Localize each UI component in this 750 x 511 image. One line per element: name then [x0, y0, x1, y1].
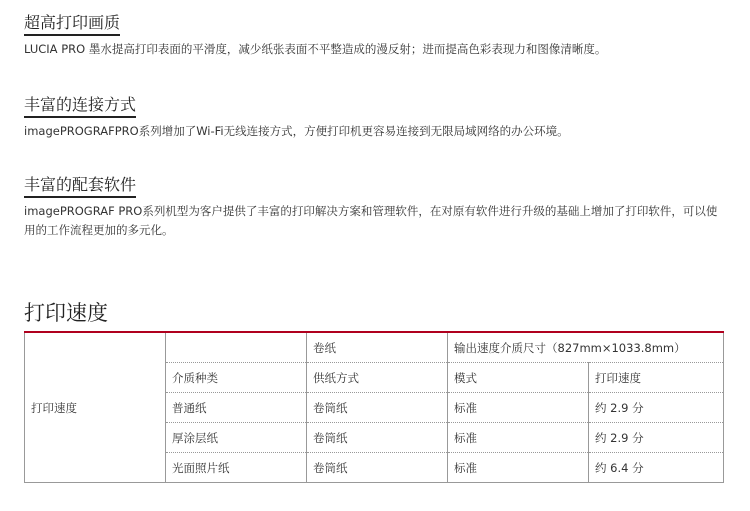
column-header-print-speed: 打印速度 — [589, 363, 724, 393]
column-header-feed-method: 供纸方式 — [307, 363, 448, 393]
column-header-media-type: 介质种类 — [166, 363, 307, 393]
table-cell: 标准 — [448, 393, 589, 423]
table-cell: 卷筒纸 — [307, 423, 448, 453]
feature-software — [24, 174, 724, 240]
table-cell-empty — [166, 332, 307, 363]
table-cell-output-speed-header: 输出速度介质尺寸（827mm×1033.8mm） — [448, 332, 724, 363]
feature-title: 超高打印画质 — [24, 12, 120, 36]
table-cell: 普通纸 — [166, 393, 307, 423]
feature-title: 丰富的配套软件 — [24, 174, 136, 198]
row-header-print-speed: 打印速度 — [25, 332, 166, 483]
table-cell: 标准 — [448, 423, 589, 453]
table-cell: 厚涂层纸 — [166, 423, 307, 453]
print-speed-table — [24, 331, 724, 483]
table-cell-roll-paper: 卷纸 — [307, 332, 448, 363]
feature-description: imagePROGRAFPRO系列增加了Wi-Fi无线连接方式，方便打印机更容易连接到无限局域网络的办公环境。 — [24, 124, 569, 138]
column-header-mode: 模式 — [448, 363, 589, 393]
feature-print-quality — [24, 12, 724, 59]
feature-connectivity — [24, 94, 724, 141]
feature-description: imagePROGRAF PRO系列机型为客户提供了丰富的打印解决方案和管理软件，在对原有软件进行升级的基础上增加了打印软件，可以使用的工作流程更加的多元化。 — [24, 204, 718, 237]
table-cell: 卷筒纸 — [307, 393, 448, 423]
table-row — [25, 332, 724, 363]
table-cell: 标准 — [448, 453, 589, 483]
table-cell: 卷筒纸 — [307, 453, 448, 483]
table-cell: 约 2.9 分 — [589, 393, 724, 423]
feature-description: LUCIA PRO 墨水提高打印表面的平滑度，减少纸张表面不平整造成的漫反射；进而提高色彩表现力和图像清晰度。 — [24, 42, 607, 56]
print-speed-heading: 打印速度 — [24, 301, 108, 325]
table-cell: 约 6.4 分 — [589, 453, 724, 483]
table-cell: 约 2.9 分 — [589, 423, 724, 453]
feature-title: 丰富的连接方式 — [24, 94, 136, 118]
table-cell: 光面照片纸 — [166, 453, 307, 483]
